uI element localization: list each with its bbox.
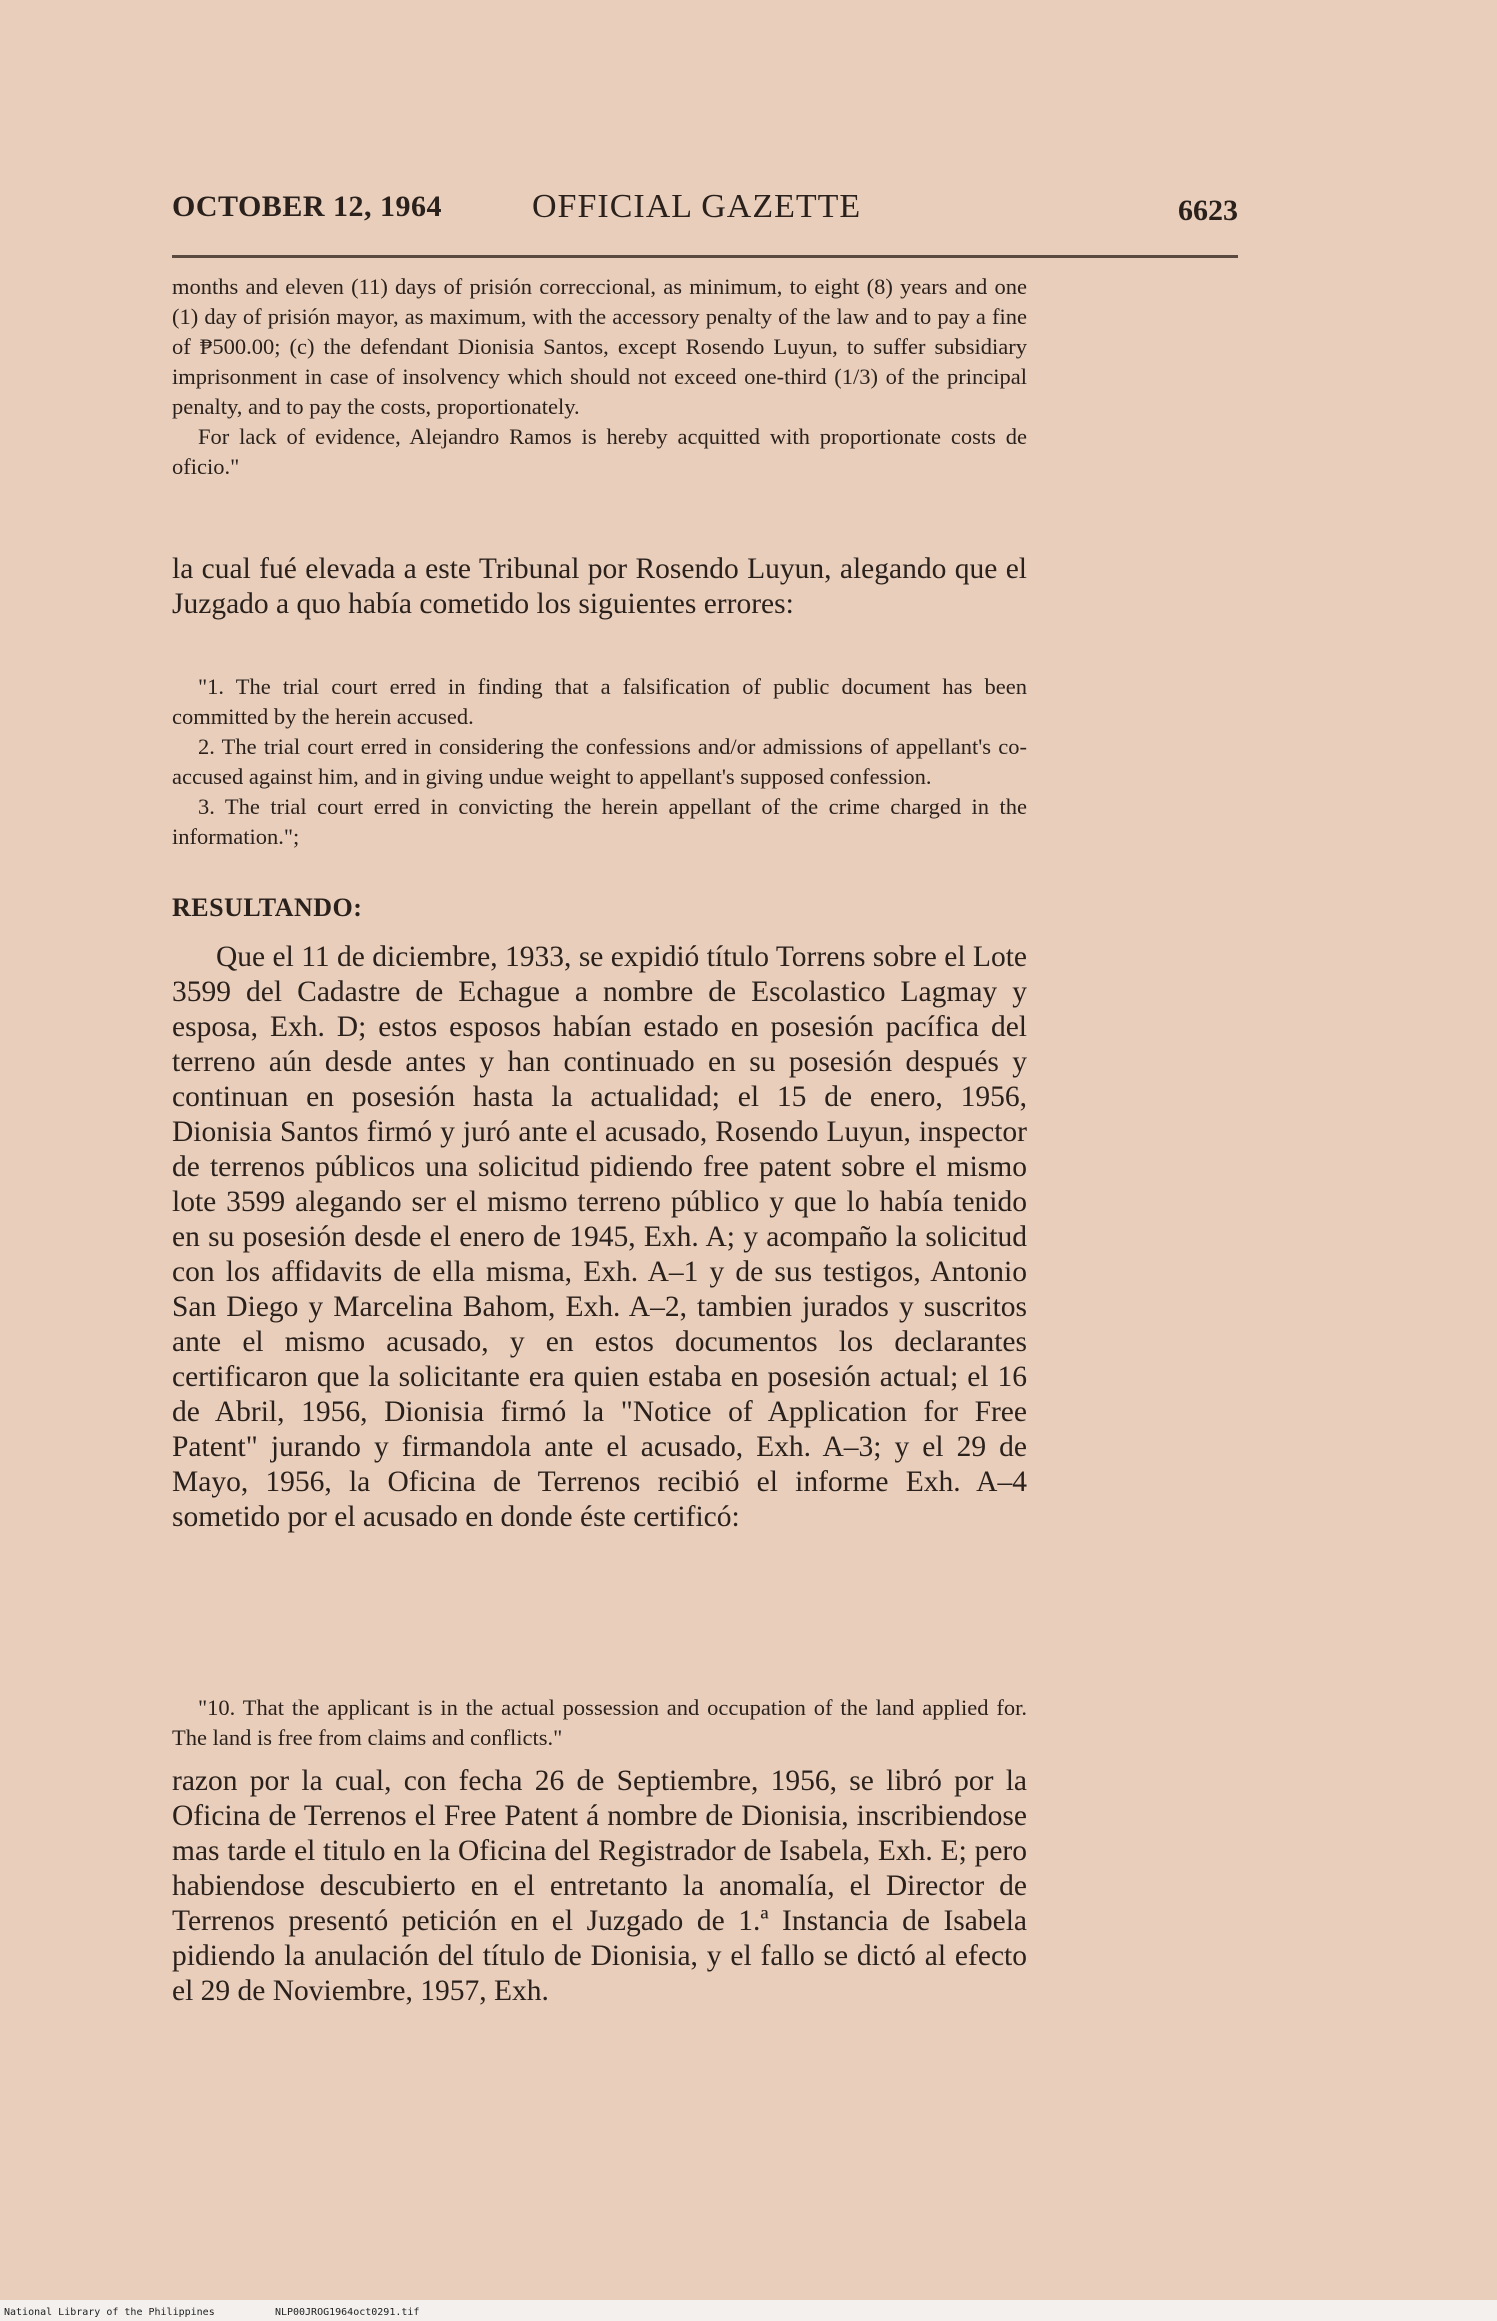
footer-file: NLP00JROG1964oct0291.tif [274,2307,420,2318]
error-item-1: "1. The trial court erred in finding that a falsification of public document has been committed by the herein accused. [172,674,1027,729]
intro-block [172,552,1027,622]
error-item-2: 2. The trial court erred in considering the confessions and/or admissions of appellant's co-accused against him, and in giving undue weight to appellant's supposed confession. [172,734,1027,789]
final-paragraph: razon por la cual, con fecha 26 de Septiembre, 1956, se libró por la Oficina de Terrenos el Free Patent á nombre de Dionisia, inscribiendose mas tarde el titulo en la Oficina del Registrador de Isabela, Exh. E; pero habiendose descubierto en el entretanto la anomalía, el Director de Terrenos presentó petición en el Juzgado de 1.ª Instancia de Isabela pidiendo la anulación del título de Dionisia, y el fallo se dictó al efecto el 29 de Noviembre, 1957, Exh. [172,1765,1027,2007]
page-header [172,190,1238,240]
header-title: OFFICIAL GAZETTE [532,188,862,225]
main-paragraph: Que el 11 de diciembre, 1933, se expidió título Torrens sobre el Lote 3599 del Cadastre de Echague a nombre de Escolastico Lagmay y esposa, Exh. D; estos esposos habían estado en posesión pacífica del terreno aún desde antes y han continuado en su posesión después y continuan en posesión hasta la actualidad; el 15 de enero, 1956, Dionisia Santos firmó y juró ante el acusado, Rosendo Luyun, inspector de terrenos públicos una solicitud pidiendo free patent sobre el mismo lote 3599 alegando ser el mismo terreno público y que lo había tenido en su posesión desde el enero de 1945, Exh. A; y acompaño la solicitud con los affidavits de ella misma, Exh. A–1 y de sus testigos, Antonio San Diego y Marcelina Bahom, Exh. A–2, tambien jurados y suscritos ante el mismo acusado, y en estos documentos los declarantes certificaron que la solicitante era quien estaba en posesión actual; el 16 de Abril, 1956, Dionisia firmó la "Notice of Application for Free Patent" jurando y firmandola ante el acusado, Exh. A–3; y el 29 de Mayo, 1956, la Oficina de Terrenos recibió el informe Exh. A–4 sometido por el acusado en donde éste certificó: [172,941,1027,1533]
main-block [172,940,1027,1535]
errors-quote [172,672,1027,852]
intro-paragraph: la cual fué elevada a este Tribunal por Rosendo Luyun, alegando que el Juzgado a quo había cometido los siguientes errores: [172,553,1027,620]
quote-10-text: "10. That the applicant is in the actual possession and occupation of the land applied for. The land is free from claims and conflicts." [172,1695,1027,1750]
footer-source: National Library of the Philippines [4,2307,215,2318]
top-quote-para-1: months and eleven (11) days of prisión correccional, as minimum, to eight (8) years and one (1) day of prisión mayor, as maximum, with the accessory penalty of the law and to pay a fine of ₱500.00; (c) the defendant Dionisia Santos, except Rosendo Luyun, to suffer subsidiary imprisonment in case of insolvency which should not exceed one-third (1/3) of the principal penalty, and to pay the costs, proportionately. [172,274,1027,419]
error-item-3: 3. The trial court erred in convicting the herein appellant of the crime charged in the information."; [172,794,1027,849]
header-page-number: 6623 [1178,194,1238,227]
header-rule [172,255,1238,258]
final-block [172,1764,1027,2009]
quote-10 [172,1693,1027,1753]
top-quote-para-2: For lack of evidence, Alejandro Ramos is hereby acquitted with proportionate costs de oficio." [172,424,1027,479]
top-quote [172,272,1027,482]
header-date: OCTOBER 12, 1964 [172,190,442,223]
section-heading: RESULTANDO: [172,893,363,922]
scan-footer [4,2307,419,2318]
